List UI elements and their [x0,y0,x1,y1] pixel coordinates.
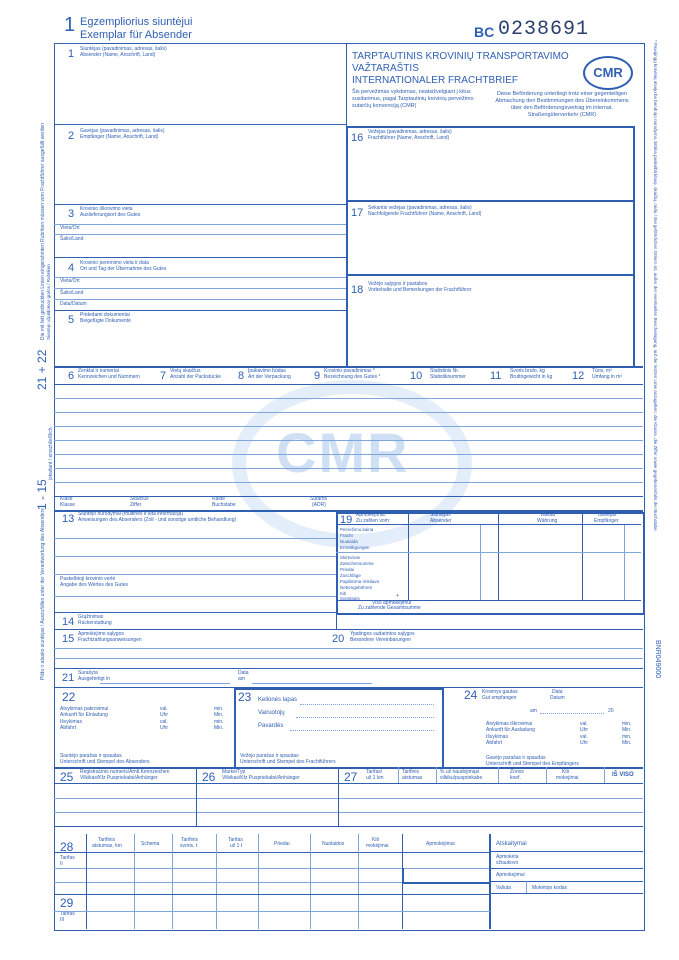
carrier-input[interactable] [352,146,624,198]
adr-class-lt: Klasė [60,496,73,502]
tariff-col-1-de: atstumas [402,775,423,781]
adr-number-lt: Skaičius [130,496,149,502]
carrier-remarks-input[interactable] [352,298,624,362]
field-11-label-lt: Svoris bruto, kg [510,368,545,374]
payment-terms-input[interactable] [60,646,320,666]
field-3-label-lt: Krovinio iškrovimo vieta [80,206,133,212]
serial-prefix: BC [474,24,495,40]
field-9-label-de: Bezeichnung des Gutes * [324,374,381,380]
field-14-number: 14 [62,616,75,628]
field-24-label-de: Gut empfangen [482,695,517,701]
field-2-number: 2 [68,130,75,142]
tariff-col-2-lt: % už naudojimąsi [440,769,480,775]
field-2-label-de: Empfänger (Name, Anschrift, Land) [80,134,159,140]
field-24-min-2: min. [622,734,632,740]
field-7-label-de: Anzahl der Packstücke [170,374,221,380]
field-3-number: 3 [68,208,75,220]
field-21-date-lt: Data [238,670,249,676]
special-agreements-input[interactable] [330,646,630,666]
field-27-label-lt: Tarifas/ [366,769,383,775]
field-24-date-de: Datum [550,695,565,701]
field-29-number: 29 [60,896,74,910]
field-1-label-de: Absender (Name, Anschrift, Land) [80,52,156,58]
field-5-number: 5 [68,314,75,326]
field-26-label-lt: Markė/Typ [222,769,246,775]
field-22-number: 22 [62,690,76,704]
field-12-label-lt: Tūris, m³ [592,368,612,374]
tariff-table-col-3: Tarifas [228,837,243,843]
field-17-label-lt: Sekantis vežėjas (pavadinimas, adresas, šalis) [368,205,472,211]
receiver-signature-lt: Gavėjo parašas ir spaudas [486,755,546,761]
tariff-table-col-4: Priedai [274,841,290,847]
field-24-am: am [530,708,537,714]
sender-signature-de: Unterschrift und Stempel des Absenders [60,759,150,765]
form-title-de: INTERNATIONALER FRACHTBRIEF [352,75,518,86]
tariff-table-col-3b: už 1 t [230,843,243,849]
field-4-number: 4 [68,262,75,274]
field-14-label-lt: Grąžinimas [78,614,104,620]
field-17-label-de: Nachfolgende Frachtführer (Name, Anschrift, Land) [368,211,482,217]
field-24-arrival-de: Ankunft für Ausladung [486,727,535,733]
payment-col-currency-lt: Valiuta [540,512,555,518]
payment-col-receiver-lt: Gavėjas [598,512,617,518]
field-23-number: 23 [238,690,252,704]
field-4-place-label: Vieta/Ort [60,278,80,284]
field-12-number: 12 [572,370,585,382]
field-24-min-1: min. [622,721,632,727]
field-11-label-de: Bruttogewicht in kg [510,374,553,380]
field-22-arrival-de: Ankunft für Einladung [60,712,108,718]
field-22-arrival-lt: Atvykimas pakrovimui [60,706,109,712]
field-22-departure-de: Abfahrt [60,725,77,731]
field-4-label-lt: Krovinio perėmimo vieta ir data [80,260,149,266]
cmr-watermark-text: CMR [276,421,410,484]
field-24-minde-2: Min. [622,740,632,746]
left-bottom-note: Pildo ir atsako siuntėjas / Auszufüllen unter der Verantwortung des Absenders [40,508,46,680]
left-range-21-22: 21 + 22 [35,349,49,390]
tariff-ii-label: Tarifas [60,855,75,861]
payment-row-8: Papildoma rinkliava [340,579,380,584]
tariff-col-4-de: mokejimai [556,775,579,781]
paid-label-1: Apmokėta [496,854,519,860]
field-19-label-lt: Apmokėjimui: [356,512,387,518]
copy-label-lt: Egzempliorius siuntėjui [80,16,193,28]
field-10-label-de: Statistiknummer [430,374,466,380]
documents-input[interactable] [60,328,340,362]
sender-signature-lt: Siuntėjo parašas ir spaudas [60,753,122,759]
field-18-label-lt: Vežėjo sąlygos ir pastabos [368,281,428,287]
payment-grid-input[interactable] [410,526,640,598]
field-8-label-lt: Įpakavimo būdas [248,368,286,374]
carrier-signature-lt: Vežėjo parašas ir spaudas [240,753,299,759]
tariff-table-col-6b: mokėjimai [366,843,389,849]
field-24-uhr-2: Uhr [580,740,589,746]
field-13-label-de: Anweisungen des Absenders (Zoll - und sonstige amtliche Behandlung) [78,517,237,523]
payment-row-1: Fracht [340,533,353,538]
adr-contract-lt: Sutartis [310,496,327,502]
field-25-label-de: Vilkikas/Kfz Puspriekabė/Anhänger [80,775,158,781]
field-22-uhr-1: Uhr [160,712,169,718]
field-24-minde-1: Min. [622,727,632,733]
field-10-label-lt: Statistinis Nr. [430,368,460,374]
tariff-table-col-5: Nuolaidos [322,841,345,847]
copy-label-de: Exemplar für Absender [80,29,192,41]
field-22-min-2: min. [214,719,224,725]
field-5-label-de: Beigefügte Dokumente [80,318,131,324]
adr-number-de: Ziffer [130,502,142,508]
form-title-lt-1: TARPTAUTINIS KROVINIŲ TRANSPORTAVIMO [352,51,569,62]
field-24-year: 20 [608,708,614,714]
field-6-label-lt: Ženklai ir numeriai [78,368,119,374]
to-pay-label: Apmokejimui [496,872,525,878]
tariff-iii-label: Tarifas [60,911,75,917]
tariff-table-col-2: Tarifinis [181,837,198,843]
right-margin-note: * Pavojingų krovinių atveju be bendrojo nurodymo, būtina paskelbti klasę, skaičių, raidę / Bei gefährlichen Gütern ist, außer der eventuellen Bescheinigung, auf der letzten Linie anzugeben: die Klasse, die Ziffer sowie gegebenenfalls der Buchstabe. [653,40,658,532]
waybill-input[interactable] [300,696,434,732]
receipt-date-input[interactable] [540,705,604,714]
field-24-val-2: val. [580,734,588,740]
field-3-label-de: Auslieferungsort des Gutes [80,212,141,218]
field-26-number: 26 [202,770,216,784]
next-carrier-input[interactable] [352,222,624,268]
field-3-place-label: Vieta/Ort [60,225,80,231]
left-margin-note: Die mit fett gedruckten Linien eingerahmten Rubriken müssen vom Frachtführer ausgefüllt werden [40,122,46,340]
tariff-col-3-de: koef. [510,775,521,781]
field-7-number: 7 [160,370,167,382]
field-6-label-de: Kennzeichen und Nummern [78,374,140,380]
cmr-badge [583,56,633,90]
field-24-arrival-lt: Atvykimas iškrovimui [486,721,533,727]
field-13-number: 13 [62,513,75,525]
serial-number: 0238691 [498,18,590,41]
sender-input[interactable] [60,62,340,122]
field-28-number: 28 [60,840,74,854]
tariff-col-1-lt: Tarifinis [402,769,419,775]
field-15-label-de: Frachtzahlungsanweisungen [78,637,142,643]
payment-col-sender-lt: Siuntėjas [430,512,451,518]
field-22-val-2: val. [160,719,168,725]
field-24-number: 24 [464,688,478,702]
payment-col-sender-de: Absender [430,518,452,524]
currency-label: Valiuta [496,885,511,891]
field-23-row-0: Kelionės lapas [258,697,298,703]
field-3-country-label: Šalis/Land [60,236,84,242]
receiver-signature-de: Unterschrift und Stempel des Empfängers [486,761,579,767]
field-12-label-de: Umfang in m³ [592,374,623,380]
field-18-label-de: Vorbehalte und Bemerkungen der Frachtführer [368,287,472,293]
form-title-lt-2: VAŽTARAŠTIS [352,63,419,74]
sender-signature-area[interactable] [60,732,230,752]
field-4-country-label: Šalis/Land [60,290,84,296]
field-16-label-de: Frachtführer (Name, Anschrift, Land) [368,135,450,141]
tariff-col-2-de: vilkiku/puspriekabe [440,775,483,781]
vehicle-make-input[interactable] [198,785,336,824]
payment-row-2: Nuolaida [340,539,358,544]
tariff-col-3-lt: Zonos [510,769,524,775]
payment-row-11: Sonstiges [340,596,360,601]
payment-total-lt: Viso apmokėjimui [372,600,412,606]
field-21-number: 21 [62,672,75,684]
field-10-number: 10 [410,370,423,382]
copy-number: 1 [64,14,76,36]
field-25-number: 25 [60,770,74,784]
field-7-label-lt: Vietų skaičius [170,368,201,374]
payment-col-receiver-de: Empfänger [594,518,619,524]
payment-row-4: Skirtumas [340,555,361,560]
deductions-input[interactable] [540,838,640,850]
tariff-table-col-1: Schema [141,841,160,847]
payment-row-10: Kiti [340,591,347,596]
field-24-date-lt: Data [552,689,563,695]
field-22-uhr-2: Uhr [160,725,169,731]
field-26-label-de: Vilkikas/Kfz Puspriekabė/Anhänger [222,775,300,781]
field-16-number: 16 [351,132,364,144]
field-11-number: 11 [490,370,502,382]
field-8-label-de: Art der Verpackung [248,374,291,380]
field-24-uhr-1: Uhr [580,727,589,733]
payment-row-5: Zwischensumme [340,561,374,566]
tariff-col-4-lt: Kiti [562,769,569,775]
field-20-number: 20 [332,633,345,645]
payment-col-currency-de: Währung [537,518,558,524]
declared-value-de: Angabe des Wertes des Gutes [60,582,129,588]
convention-note-lt: Šis pervežimas vykdomas, neatsižvelgiant į kitus susitarimus, pagal Tarptautinių krovinių pervežimo sutarčių konvenciją (CMR) [352,89,474,109]
tariff-table-col-7: Apmokėjimui [426,841,455,847]
vehicle-registration-input[interactable] [56,785,194,824]
field-9-label-lt: Krovinio pavadinimas * [324,368,375,374]
consignee-input[interactable] [60,143,340,201]
field-14-label-de: Rückerstattung [78,620,112,626]
cmr-badge-text: CMR [593,65,623,80]
field-18-number: 18 [351,284,364,296]
field-9-number: 9 [314,370,321,382]
carrier-signature-de: Unterschrift und Stempel des Frachtführers [240,759,336,765]
field-16-label-lt: Vežėjas (pavadinimas, adresas, šalis) [368,129,452,135]
adr-letter-de: Buchstabe [212,502,236,508]
left-range-1-15: 1 - 15 [35,479,49,510]
field-1-number: 1 [68,48,75,60]
paid-label-2: sžiaukovo [496,860,519,866]
payment-row-0: Pervežimo kaina [340,527,374,532]
field-27-label-de: už 1 km [366,775,384,781]
payment-row-7: Zuschläge [340,573,361,578]
field-24-val-1: val. [580,721,588,727]
field-19-label-de: Zu zahlen vom: [356,518,391,524]
field-22-minde-2: Min. [214,725,224,731]
tariff-ii-roman: II [60,861,63,867]
field-17-number: 17 [351,207,364,219]
field-6-number: 6 [68,370,75,382]
field-23-row-1: Vairuotojų [258,710,285,716]
declared-value-lt: Paskelbtoji krovinio vertė [60,576,116,582]
tariff-table-input[interactable] [88,854,486,892]
deductions-label: Atskaitymai [496,841,527,847]
tariff-col-5: IŠ VISO [612,772,634,778]
field-22-val-1: val. [160,706,168,712]
tariff-values-input[interactable] [340,785,640,824]
tariff-table-col-0b: atstumas, km [92,843,122,849]
field-21-label-lt: Surašyta [78,670,98,676]
field-24-label-lt: Krovinys gautas [482,689,518,695]
field-24-departure-de: Abfahrt [486,740,503,746]
sender-instructions-input[interactable] [60,526,330,574]
field-15-label-lt: Apmokėjimo sąlygos [78,631,124,637]
field-23-row-2: Pavardės [258,723,284,729]
field-20-label-lt: Ypatingos sudarintos sąlygos [350,631,415,637]
tariff-table-col-2b: svoris, t [180,843,198,849]
payment-row-3: Ermäßigungen [340,545,370,550]
adr-letter-lt: Raidė [212,496,226,502]
left-range-note: įskaitant / einschließlich [48,427,54,480]
tariff-iii-roman: III [60,917,65,923]
payment-row-9: Nebengebühren [340,585,373,590]
field-4-label-de: Ort und Tag der Übernahme des Gutes [80,266,167,272]
field-13-label-lt: Siuntėjo nurodymai (muitinės ir kita informacija) [78,511,184,517]
payer-code-label: Mokėtojo kodas [532,885,568,891]
field-21-label-de: Ausgefertigt in [78,676,110,682]
tariff-table-col-0: Tarifinis [98,837,115,843]
field-24-departure-lt: Išvykimas [486,734,508,740]
adr-contract-de: (ADR) [312,502,326,508]
field-8-number: 8 [238,370,245,382]
field-19-number: 19 [340,514,353,526]
right-form-code: BNR049000 [654,640,661,679]
field-21-date-de: am [238,676,245,682]
convention-note-de: Diese Beförderung unterliegt trotz einer gegenteiligen Abmachung den Bestimmungen des Übereinkommens über den Beförderungsvertrag im internat. Straßengüterverkehr (CMR) [495,91,629,118]
field-1-label-lt: Siuntėjas (pavadinimas, adresas, šalis) [80,46,167,52]
field-2-label-lt: Gavėjas (pavadinimas, adresas, šalis) [80,128,165,134]
tariff-table-col-6: Kiti [372,837,379,843]
left-margin-note-lt: Siuntėjo užpildomos grafos / Rubriken [46,264,51,340]
field-15-number: 15 [62,633,75,645]
payment-total-de: Zu zahlende Gesamtsumme [358,605,421,611]
payment-row-6: Priedai [340,567,355,572]
tariff-iii-input[interactable] [88,897,486,927]
field-25-label-lt: Registracinis numeris/Amtl.Kennzeichen [80,769,170,775]
field-4-date-label: Data/Datum [60,301,87,307]
field-27-number: 27 [344,770,358,784]
payment-plus: + [396,593,399,599]
field-20-label-de: Besondere Vereinbarungen [350,637,411,643]
field-22-min-1: min. [214,706,224,712]
goods-table-input[interactable] [56,386,641,490]
adr-class-de: Klasse [60,502,76,508]
field-22-departure-lt: Išvykimas [60,719,82,725]
field-5-label-lt: Pridedami dokumentai [80,312,130,318]
field-22-minde-1: Min. [214,712,224,718]
